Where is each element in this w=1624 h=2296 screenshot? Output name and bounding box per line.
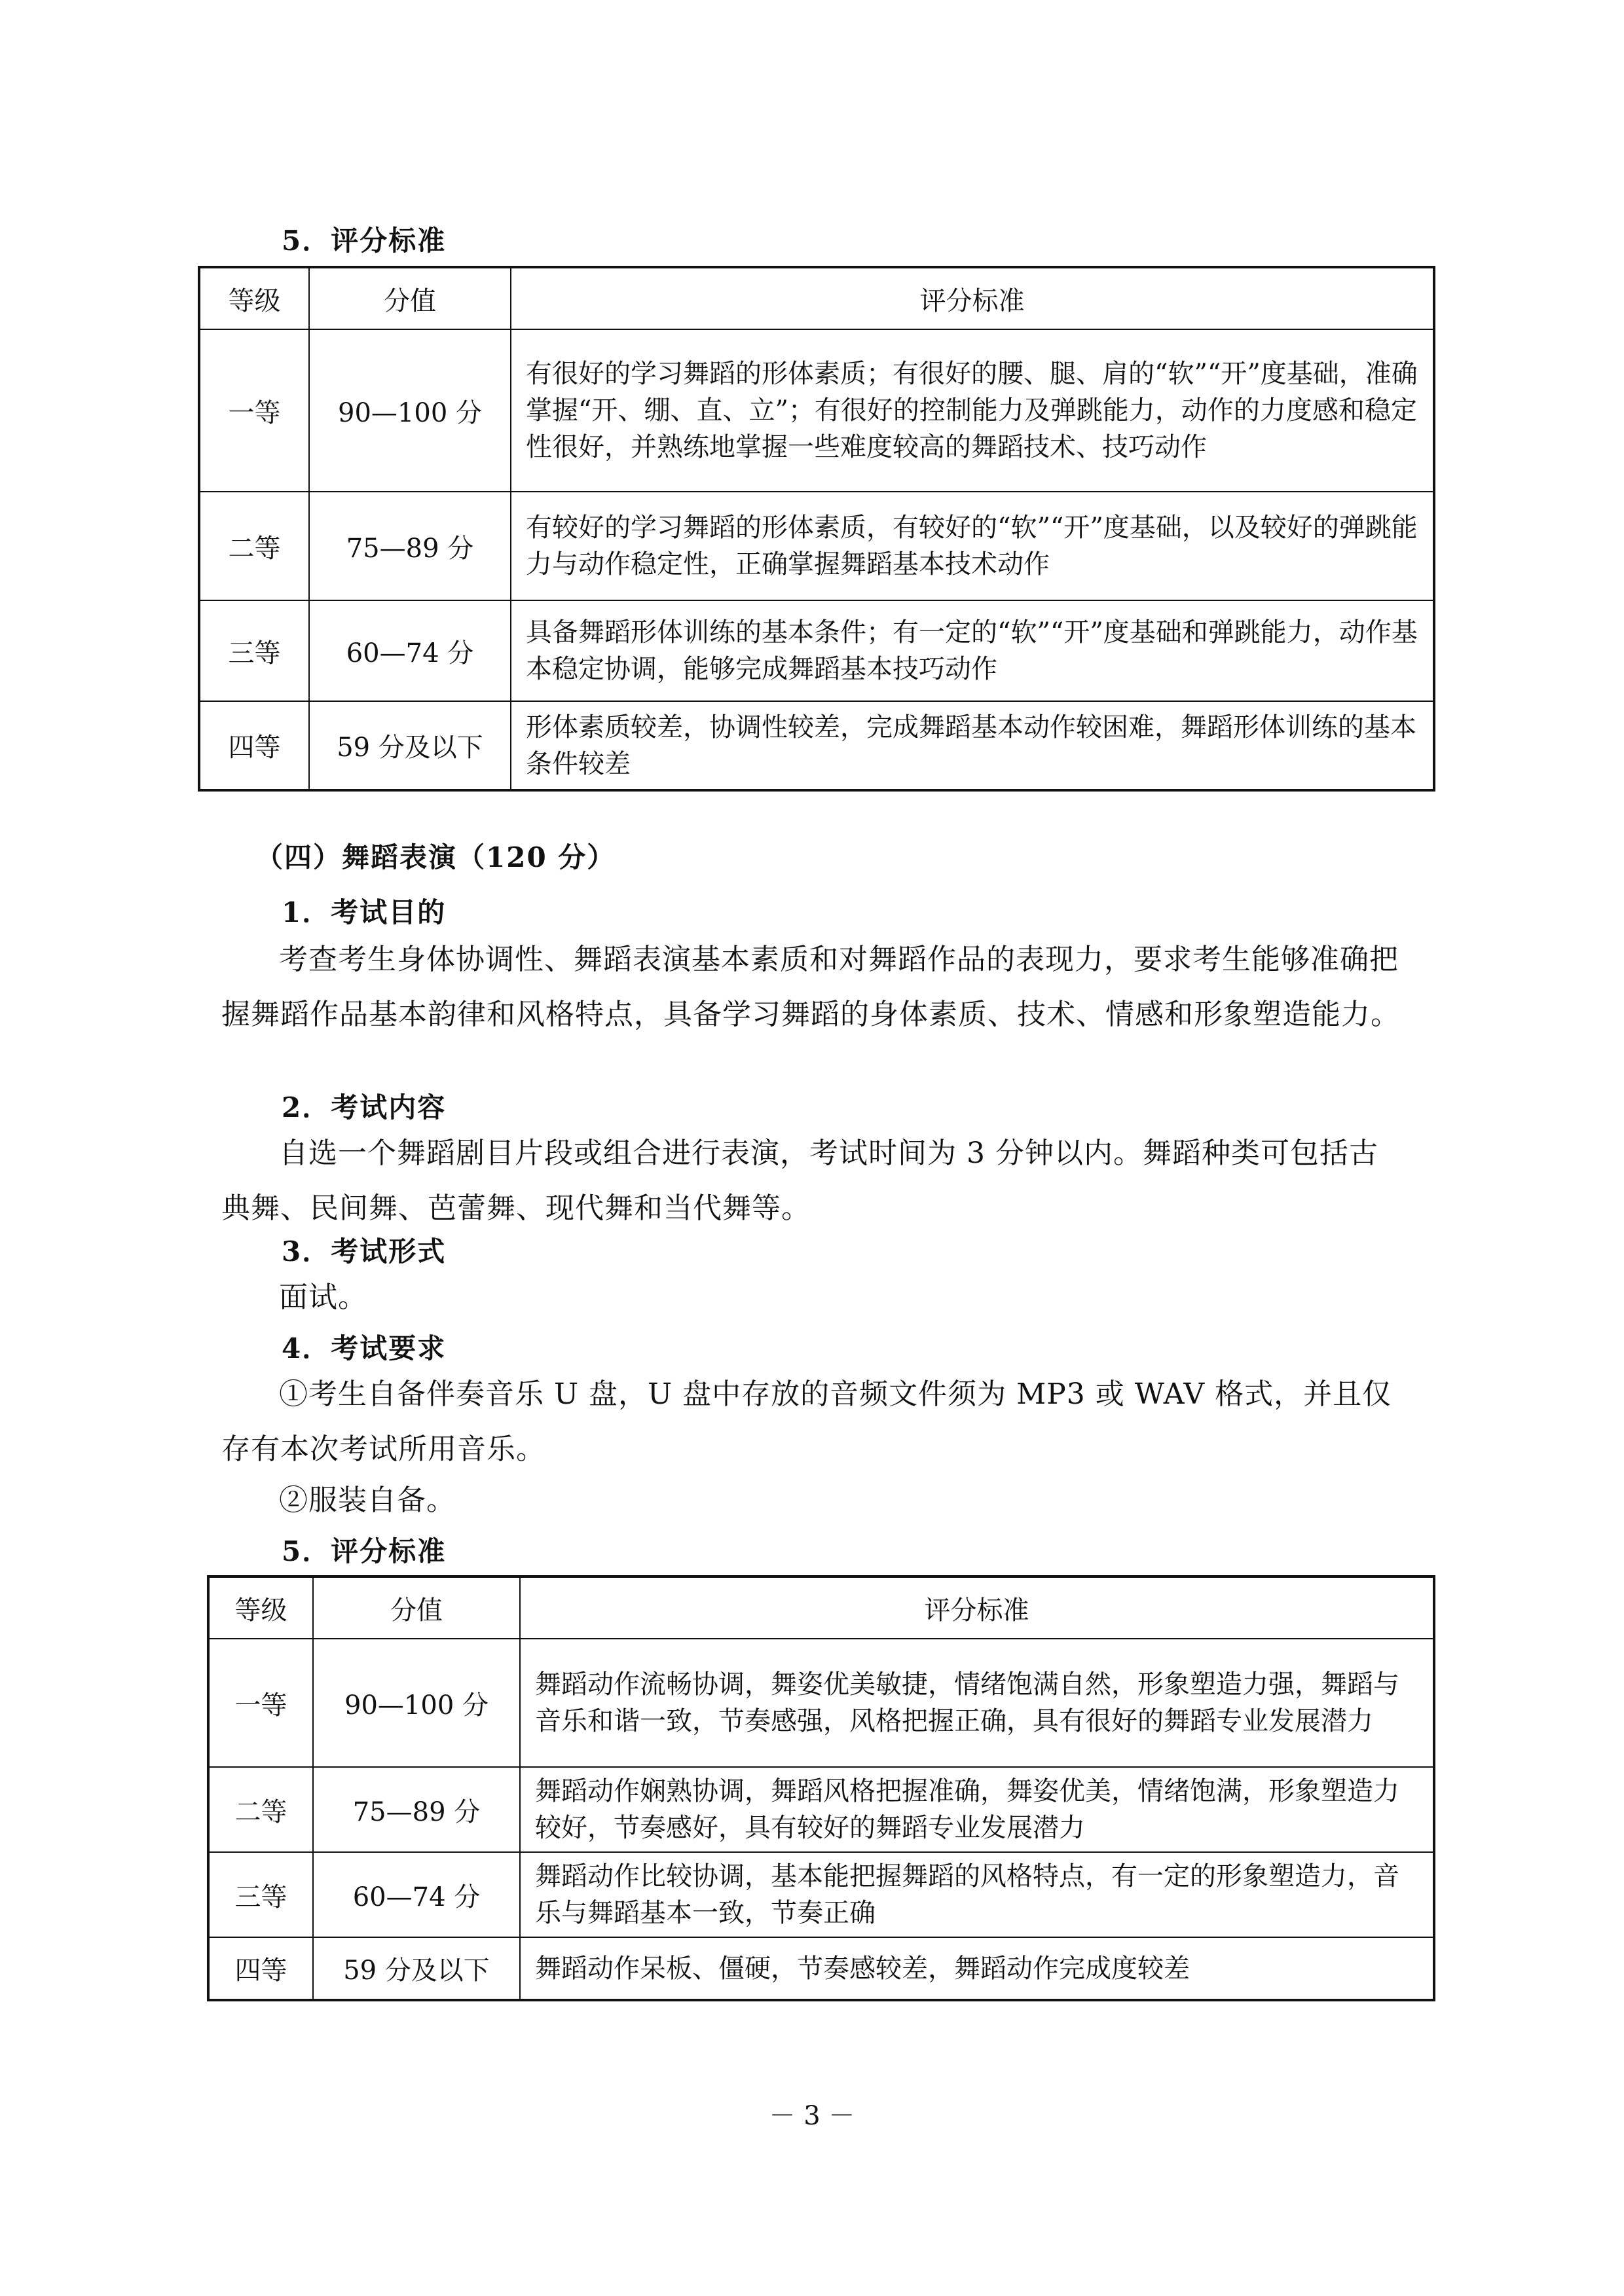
score-cell: 59 分及以下 [309, 701, 511, 790]
table-header-row [208, 1576, 1434, 1639]
scoring-heading-1: 5．评分标准 [282, 225, 447, 257]
scoring-table-1 [198, 266, 1435, 792]
table-row [208, 1767, 1434, 1852]
scoring-heading-2: 5．评分标准 [282, 1535, 447, 1567]
table-row [199, 492, 1434, 600]
score-cell: 60—74 分 [313, 1852, 520, 1937]
grade-cell: 三等 [199, 600, 309, 701]
table-row [208, 1852, 1434, 1937]
requirements-paragraph-1: ①考生自备伴奏音乐 U 盘，U 盘中存放的音频文件须为 MP3 或 WAV 格式，并且仅存有本次考试所用音乐。 [221, 1377, 1392, 1466]
section-title-dance-performance: （四）舞蹈表演（120 分） [255, 841, 616, 873]
table-row [199, 701, 1434, 790]
table-row [199, 329, 1434, 492]
criteria-cell: 舞蹈动作流畅协调，舞姿优美敏捷，情绪饱满自然，形象塑造力强，舞蹈与音乐和谐一致，节奏感强，风格把握正确，具有很好的舞蹈专业发展潜力 [520, 1639, 1434, 1767]
form-heading: 3．考试形式 [282, 1235, 447, 1267]
table-header-row [199, 267, 1434, 329]
score-cell: 75—89 分 [309, 492, 511, 600]
criteria-cell: 具备舞蹈形体训练的基本条件；有一定的“软”“开”度基础和弹跳能力，动作基本稳定协调，能够完成舞蹈基本技巧动作 [511, 600, 1434, 701]
criteria-cell: 形体素质较差，协调性较差，完成舞蹈基本动作较困难，舞蹈形体训练的基本条件较差 [511, 701, 1434, 790]
criteria-cell: 有较好的学习舞蹈的形体素质，有较好的“软”“开”度基础，以及较好的弹跳能力与动作稳定性，正确掌握舞蹈基本技术动作 [511, 492, 1434, 600]
content-paragraph: 自选一个舞蹈剧目片段或组合进行表演，考试时间为 3 分钟以内。舞蹈种类可包括古典舞、民间舞、芭蕾舞、现代舞和当代舞等。 [221, 1137, 1378, 1225]
header-score: 分值 [309, 267, 511, 329]
header-criteria: 评分标准 [520, 1576, 1434, 1639]
table-row [208, 1937, 1434, 2000]
requirements-heading: 4．考试要求 [282, 1332, 447, 1364]
grade-cell: 一等 [199, 329, 309, 492]
grade-cell: 四等 [199, 701, 309, 790]
score-cell: 60—74 分 [309, 600, 511, 701]
criteria-cell: 舞蹈动作娴熟协调，舞蹈风格把握准确，舞姿优美，情绪饱满，形象塑造力较好，节奏感好，具有较好的舞蹈专业发展潜力 [520, 1767, 1434, 1852]
grade-cell: 四等 [208, 1937, 313, 2000]
table-row [199, 600, 1434, 701]
grade-cell: 二等 [199, 492, 309, 600]
purpose-paragraph: 考查考生身体协调性、舞蹈表演基本素质和对舞蹈作品的表现力，要求考生能够准确把握舞蹈作品基本韵律和风格特点，具备学习舞蹈的身体素质、技术、情感和形象塑造能力。 [221, 943, 1400, 1031]
header-grade: 等级 [199, 267, 309, 329]
grade-cell: 一等 [208, 1639, 313, 1767]
header-grade: 等级 [208, 1576, 313, 1639]
header-criteria: 评分标准 [511, 267, 1434, 329]
criteria-cell: 有很好的学习舞蹈的形体素质；有很好的腰、腿、肩的“软”“开”度基础，准确掌握“开、绷、直、立”；有很好的控制能力及弹跳能力，动作的力度感和稳定性很好，并熟练地掌握一些难度较高的舞蹈技术、技巧动作 [511, 329, 1434, 492]
scoring-table-2 [207, 1575, 1435, 2001]
table-row [208, 1639, 1434, 1767]
page-number: － 3 － [769, 2101, 855, 2131]
purpose-heading: 1．考试目的 [282, 896, 447, 928]
requirements-paragraph-2: ②服装自备。 [279, 1484, 456, 1517]
criteria-cell: 舞蹈动作比较协调，基本能把握舞蹈的风格特点，有一定的形象塑造力，音乐与舞蹈基本一致，节奏正确 [520, 1852, 1434, 1937]
header-score: 分值 [313, 1576, 520, 1639]
content-heading: 2．考试内容 [282, 1091, 447, 1123]
score-cell: 90—100 分 [313, 1639, 520, 1767]
grade-cell: 二等 [208, 1767, 313, 1852]
score-cell: 90—100 分 [309, 329, 511, 492]
form-paragraph: 面试。 [279, 1281, 367, 1314]
score-cell: 75—89 分 [313, 1767, 520, 1852]
grade-cell: 三等 [208, 1852, 313, 1937]
score-cell: 59 分及以下 [313, 1937, 520, 2000]
criteria-cell: 舞蹈动作呆板、僵硬，节奏感较差，舞蹈动作完成度较差 [520, 1937, 1434, 2000]
